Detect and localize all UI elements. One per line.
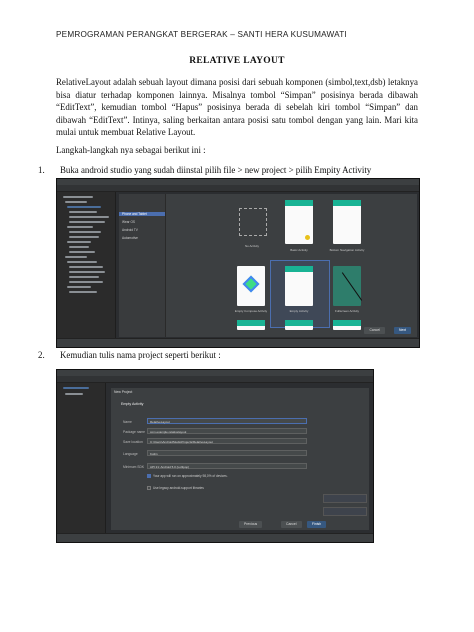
cancel-button[interactable]: Cancel — [364, 327, 385, 334]
field-label-name: Name — [123, 420, 132, 424]
template-empty-activity[interactable] — [285, 266, 313, 306]
template-more[interactable] — [237, 320, 265, 330]
intro-paragraph: RelativeLayout adalah sebuah layout dimana posisi dari sebuah komponen (simbol,text,dsb) letaknya bisa diatur terhadap komponen lainnya. Misalnya tombol “Simpan” posisinya berada dibawah “EditText”, kemudian tombol “Hapus” posisinya berada di sebelah kiri tombol “Simpan” dan dibawah “EditText”. Intinya, saling berkaitan antara posisi satu tombol dengan yang lain. Mari kita mulai untuk membuat Relative Layout. — [56, 77, 418, 138]
template-bottom-nav[interactable] — [333, 200, 361, 244]
field-label-package: Package name — [123, 430, 145, 434]
template-fullscreen-activity[interactable] — [333, 266, 361, 306]
min-sdk-select[interactable]: API 21: Android 5.0 (Lollipop) — [147, 463, 307, 469]
project-tree-panel — [57, 192, 116, 339]
dialog-title: New Project — [114, 390, 133, 394]
steps-intro: Langkah-langkah nya sebagai berikut ini : — [56, 145, 206, 155]
template-label: Basic Activity — [290, 248, 308, 252]
step-text: Kemudian tulis nama project seperti berikut : — [60, 350, 221, 360]
cancel-button[interactable]: Cancel — [281, 521, 302, 528]
update-notification[interactable] — [323, 494, 367, 503]
field-label-save: Save location — [123, 440, 143, 444]
checkbox-label: Your app will run on approximately 98,0% of devices. — [153, 474, 228, 478]
template-more[interactable] — [333, 320, 361, 330]
category-list — [119, 194, 166, 337]
document-title: RELATIVE LAYOUT — [189, 56, 285, 66]
update-notification[interactable] — [323, 507, 367, 516]
new-project-dialog — [119, 194, 417, 337]
previous-button[interactable]: Previous — [239, 521, 262, 528]
android-studio-project-config-screenshot — [56, 369, 374, 543]
legacy-support-checkbox[interactable] — [147, 486, 151, 490]
step-text: Buka android studio yang sudah diinstal pilih file > new project > pilih Empity Activity — [60, 165, 372, 175]
step-number: 2. — [38, 350, 45, 360]
toolbar — [57, 185, 419, 192]
template-basic-activity[interactable] — [285, 200, 313, 244]
template-no-activity[interactable] — [239, 208, 267, 236]
category-automotive[interactable]: Automotive — [122, 236, 138, 240]
template-label: Empty Compose Activity — [234, 309, 268, 313]
language-select[interactable]: Kotlin — [147, 450, 307, 456]
template-label: Empty Activity — [289, 309, 309, 313]
save-location-field[interactable]: C:\Users\AndroidStudioProjects\RelativeLayout — [147, 438, 307, 444]
category-phone-tablet[interactable]: Phone and Tablet — [119, 212, 165, 216]
toolbar — [57, 376, 373, 383]
next-button[interactable]: Next — [394, 327, 411, 334]
category-android-tv[interactable]: Android TV — [122, 228, 138, 232]
template-more[interactable] — [285, 320, 313, 330]
name-field[interactable]: RelativeLayout — [147, 418, 307, 424]
template-label: No Activity — [244, 244, 259, 248]
status-bar — [57, 533, 373, 542]
project-tree-panel — [57, 383, 106, 534]
finish-button[interactable]: Finish — [307, 521, 326, 528]
checkbox-label: Use legacy android.support libraries — [153, 486, 204, 490]
package-name-field[interactable]: com.example.relativelayout — [147, 428, 307, 434]
template-empty-compose[interactable] — [237, 266, 265, 306]
status-bar — [57, 338, 419, 347]
category-wear-os[interactable]: Wear OS — [122, 220, 136, 224]
step-number: 1. — [38, 165, 45, 175]
sdk-coverage-checkbox[interactable] — [147, 474, 151, 478]
template-label: Bottom Navigation Activity — [329, 248, 365, 252]
field-label-min-sdk: Minimum SDK — [123, 465, 145, 469]
android-studio-new-project-screenshot — [56, 178, 420, 348]
field-label-language: Language — [123, 452, 138, 456]
page-header: PEMROGRAMAN PERANGKAT BERGERAK – SANTI HERA KUSUMAWATI — [56, 30, 347, 39]
template-label: Fullscreen Activity — [334, 309, 359, 313]
section-title: Empty Activity — [121, 402, 144, 406]
